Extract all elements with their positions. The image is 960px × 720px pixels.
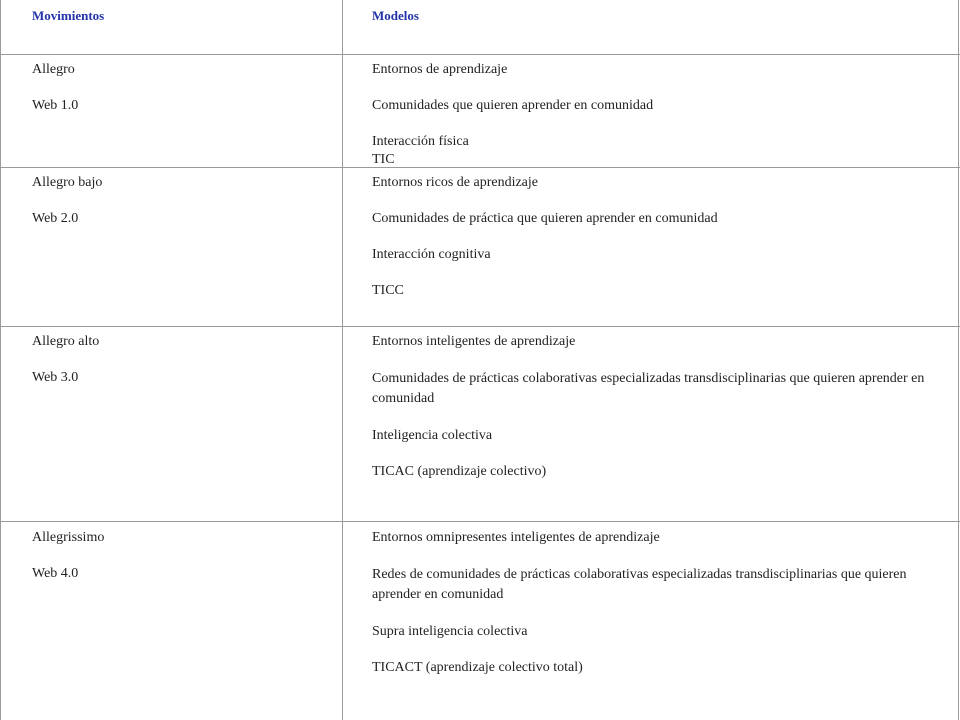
modelo-item: Supra inteligencia colectiva <box>372 624 528 639</box>
header-modelos: Modelos <box>372 8 419 23</box>
modelo-item: Comunidades de práctica que quieren aprender en comunidad <box>372 211 718 226</box>
modelo-item: Entornos ricos de aprendizaje <box>372 175 538 190</box>
modelo-item: Entornos omnipresentes inteligentes de aprendizaje <box>372 530 660 545</box>
table-row-movimiento <box>32 174 332 228</box>
movimiento-name: Allegrissimo <box>32 530 105 545</box>
web-version: Web 2.0 <box>32 211 79 226</box>
modelo-item: Inteligencia colectiva <box>372 428 493 443</box>
table-border-left <box>0 0 1 720</box>
modelo-item: Entornos de aprendizaje <box>372 62 508 77</box>
movimiento-name: Allegro <box>32 62 75 77</box>
modelo-item: Comunidades de prácticas colaborativas especializadas transdisciplinarias que quieren aprender en comunidad <box>372 371 925 406</box>
web-version: Web 4.0 <box>32 566 79 581</box>
row-divider <box>0 521 960 522</box>
table-row-modelos <box>372 61 932 169</box>
table-row-movimiento <box>32 61 332 115</box>
table-row-modelos <box>372 333 932 481</box>
table-row-movimiento <box>32 529 332 583</box>
modelo-item: Redes de comunidades de prácticas colaborativas especializadas transdisciplinarias que quieren aprender en comunidad <box>372 567 907 602</box>
movimiento-name: Allegro alto <box>32 334 100 349</box>
table-row-modelos <box>372 174 932 300</box>
table-row-movimiento <box>32 333 332 387</box>
web-version: Web 1.0 <box>32 98 79 113</box>
column-divider <box>342 0 343 720</box>
modelo-item: TICACT (aprendizaje colectivo total) <box>372 660 583 675</box>
modelo-item: Interacción cognitiva <box>372 247 491 262</box>
modelo-item: Comunidades que quieren aprender en comunidad <box>372 98 654 113</box>
modelo-item: Entornos inteligentes de aprendizaje <box>372 334 576 349</box>
row-divider <box>0 326 960 327</box>
modelo-item: TICAC (aprendizaje colectivo) <box>372 464 547 479</box>
row-divider <box>0 54 960 55</box>
modelo-item: TICC <box>372 283 404 298</box>
table-row-modelos <box>372 529 932 677</box>
movimiento-name: Allegro bajo <box>32 175 103 190</box>
modelo-item: TIC <box>372 152 395 167</box>
modelo-item: Interacción física <box>372 134 469 149</box>
web-version: Web 3.0 <box>32 370 79 385</box>
table-border-right <box>958 0 959 720</box>
header-movimientos: Movimientos <box>32 8 105 23</box>
